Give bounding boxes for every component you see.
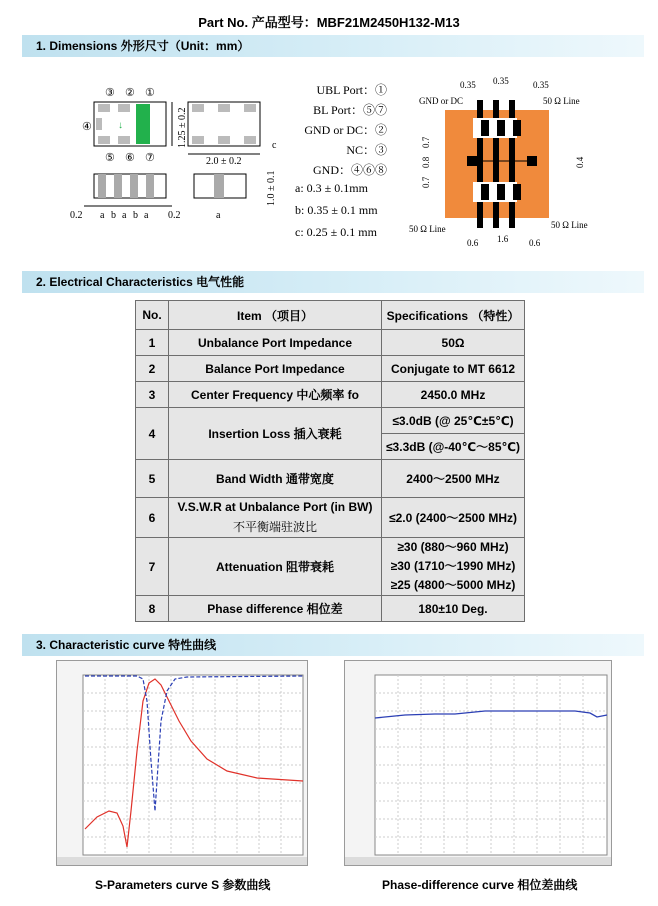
section-dimensions-title: 1. Dimensions 外形尺寸（Unit：mm） (36, 39, 250, 53)
lp-top-2: 0.35 (533, 80, 549, 90)
row-item: Balance Port Impedance (169, 356, 382, 382)
row-no: 8 (136, 596, 169, 622)
table-row (136, 538, 525, 596)
table-header-item: Item （项目） (169, 301, 382, 330)
bottom-dim-5: a (144, 210, 149, 221)
lp-bottom-1: 1.6 (497, 234, 509, 244)
table-row (136, 498, 525, 538)
row-spec-line: ≥25 (4800～5000 MHz) (390, 578, 516, 592)
row-item: Phase difference 相位差 (169, 596, 382, 622)
lp-50-line-bl: 50 Ω Line (409, 224, 446, 234)
pin-label-7: ⑦ (145, 152, 155, 164)
s-parameter-plot (56, 660, 308, 866)
row-no: 3 (136, 382, 169, 408)
lp-50-line-top: 50 Ω Line (543, 96, 580, 106)
row-item: Unbalance Port Impedance (169, 330, 382, 356)
row-spec: 50Ω (382, 330, 525, 356)
row-no: 4 (136, 408, 169, 460)
dim-c-value: c: 0.25 ± 0.1 mm (295, 225, 377, 239)
marking-stripe (136, 104, 150, 144)
section-electrical-header (22, 271, 644, 293)
lp-top-1: 0.35 (493, 76, 509, 86)
table-row (136, 460, 525, 498)
part-number-title: Part No. 产品型号：MBF21M2450H132-M13 (198, 15, 460, 30)
pin-label-6: ⑥ (125, 152, 135, 164)
dim-a-value: a: 0.3 ± 0.1mm (295, 181, 368, 195)
width-dimension: 2.0 ± 0.2 (206, 156, 242, 167)
table-row (136, 356, 525, 382)
pin-label-1: ① (145, 87, 155, 99)
port-bl: BL Port：⑤⑦ (313, 103, 387, 117)
pin-label-4: ④ (82, 121, 92, 133)
lp-bottom-2: 0.6 (529, 238, 541, 248)
bottom-dim-3: a (122, 210, 127, 221)
row-no: 1 (136, 330, 169, 356)
row-spec: ≤3.0dB (@ 25℃±5℃) (382, 408, 525, 434)
pin-label-5: ⑤ (105, 152, 115, 164)
row-item: Center Frequency 中心频率 fo (169, 382, 382, 408)
lp-top-0: 0.35 (460, 80, 476, 90)
lp-gnd-dc: GND or DC (419, 96, 463, 106)
row-no: 6 (136, 498, 169, 538)
height-dimension: 1.25 ± 0.2 (177, 107, 188, 148)
c-dimension-label: c (272, 140, 277, 151)
row-spec: ≤3.3dB (@-40℃～85℃) (382, 434, 525, 460)
bottom-dim-1: a (100, 210, 105, 221)
land-pattern-drawing (405, 76, 605, 251)
table-header-spec: Specifications （特性） (382, 301, 525, 330)
row-no: 7 (136, 538, 169, 596)
row-spec: 180±10 Deg. (382, 596, 525, 622)
table-row (136, 382, 525, 408)
s-parameter-plot-svg (57, 661, 307, 865)
port-gnd: GND：④⑥⑧ (313, 163, 387, 177)
spec-table (135, 300, 525, 622)
bottom-dim-2: b (111, 210, 116, 221)
pin-label-2: ② (125, 87, 135, 99)
phase-difference-plot-svg (345, 661, 611, 865)
row-item: Insertion Loss 插入衰耗 (169, 408, 382, 460)
row-no: 5 (136, 460, 169, 498)
row-item (169, 498, 382, 538)
row-spec (382, 538, 525, 596)
dimension-drawing (60, 78, 290, 228)
dim-b-value: b: 0.35 ± 0.1 mm (295, 203, 378, 217)
s-parameter-caption: S-Parameters curve S 参数曲线 (95, 878, 271, 892)
row-spec-line: ≥30 (1710～1990 MHz) (390, 559, 516, 573)
lp-left-2: 0.7 (421, 176, 431, 188)
table-row (136, 596, 525, 622)
orientation-mark-icon: ↓ (118, 120, 123, 131)
table-header-no: No. (136, 301, 169, 330)
a-dimension-label: a (216, 210, 221, 221)
port-nc: NC：③ (346, 143, 387, 157)
lp-left-0: 0.7 (421, 136, 431, 148)
lp-left-1: 0.8 (421, 156, 431, 168)
table-row (136, 330, 525, 356)
table-row (136, 408, 525, 434)
pin-label-3: ③ (105, 87, 115, 99)
bottom-dim-0: 0.2 (70, 210, 83, 221)
section-curve-header (22, 634, 644, 656)
row-spec: ≤2.0 (2400～2500 MHz) (382, 498, 525, 538)
row-item-line1: V.S.W.R at Unbalance Port (in BW) (177, 500, 373, 514)
lp-50-line-br: 50 Ω Line (551, 220, 588, 230)
row-spec: 2400～2500 MHz (382, 460, 525, 498)
port-gnd-dc: GND or DC：② (304, 123, 387, 137)
port-assignment-list (283, 80, 408, 240)
row-no: 2 (136, 356, 169, 382)
phase-difference-caption: Phase-difference curve 相位差曲线 (382, 878, 578, 892)
row-item: Band Width 通带宽度 (169, 460, 382, 498)
row-spec: 2450.0 MHz (382, 382, 525, 408)
lp-right: 0.4 (575, 156, 585, 168)
phase-difference-plot (344, 660, 612, 866)
port-ubl: UBL Port：① (316, 83, 387, 97)
row-spec-line: ≥30 (880～960 MHz) (397, 540, 509, 554)
lp-bottom-0: 0.6 (467, 238, 479, 248)
row-item: Attenuation 阻带衰耗 (169, 538, 382, 596)
section-electrical-title: 2. Electrical Characteristics 电气性能 (36, 275, 245, 289)
row-spec: Conjugate to MT 6612 (382, 356, 525, 382)
row-item-line2: 不平衡端驻波比 (232, 520, 317, 534)
bottom-dim-4: b (133, 210, 138, 221)
section-dimensions-header (22, 35, 644, 57)
section-curve-title: 3. Characteristic curve 特性曲线 (36, 638, 217, 652)
bottom-dim-6: 0.2 (168, 210, 181, 221)
thickness-dimension: 1.0 ± 0.1 (266, 170, 277, 206)
